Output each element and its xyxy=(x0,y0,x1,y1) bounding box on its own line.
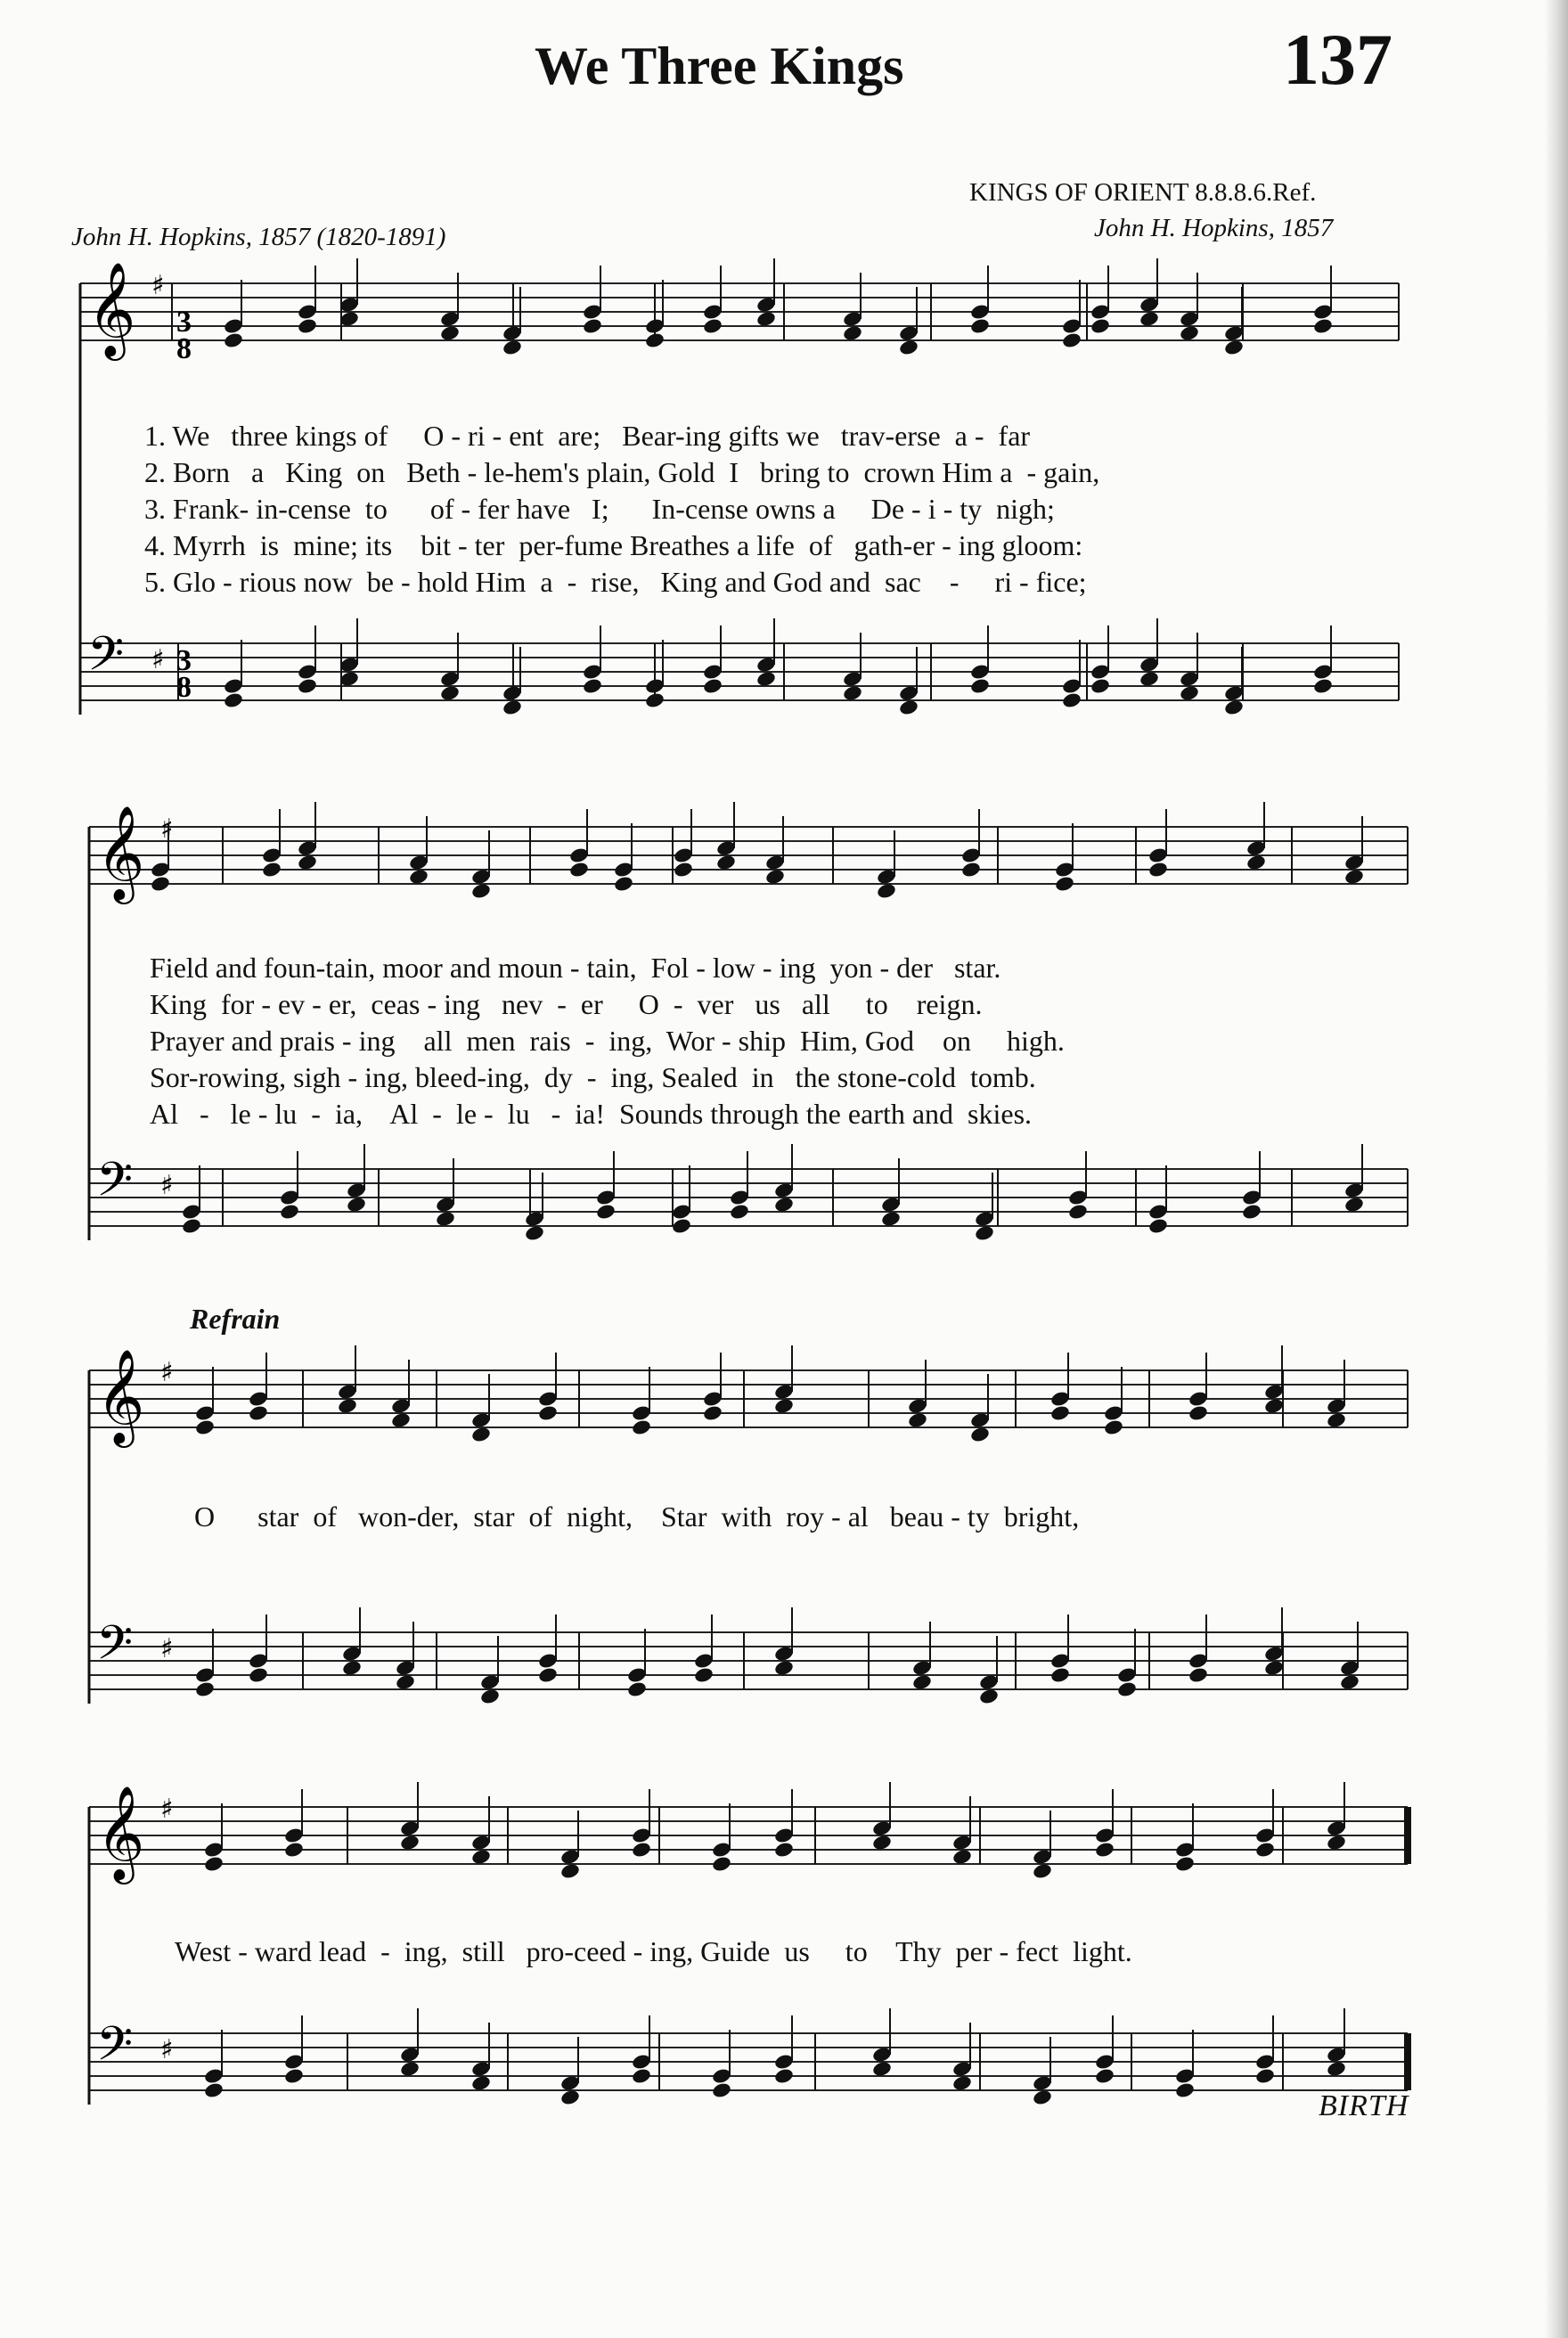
note-head xyxy=(1312,677,1334,695)
note-head xyxy=(223,331,244,349)
note-head xyxy=(644,691,666,709)
note-head xyxy=(671,1217,692,1235)
note-head xyxy=(842,684,863,702)
music-system-4 xyxy=(0,1785,1568,2183)
note-head xyxy=(1061,691,1082,709)
note-head xyxy=(1223,339,1245,356)
note-head xyxy=(773,1659,795,1677)
note-head xyxy=(283,2067,305,2085)
verse-line-1: 1. We three kings of O - ri - ent are; Bear-ing gifts we trav-erse a - far xyxy=(144,420,1031,452)
tune-author: John H. Hopkins, 1857 xyxy=(1094,214,1334,242)
treble-clef-icon: 𝄞 xyxy=(96,1348,145,1443)
note-head xyxy=(1049,1666,1071,1684)
section-tag: BIRTH xyxy=(1319,2089,1409,2122)
note-head xyxy=(1326,1834,1347,1852)
note-head xyxy=(502,339,523,356)
refrain-label: Refrain xyxy=(190,1303,281,1335)
note-head xyxy=(346,1196,367,1214)
note-head xyxy=(1174,2081,1196,2099)
note-head xyxy=(279,1203,300,1221)
note-head xyxy=(297,854,318,871)
note-head xyxy=(1254,2067,1276,2085)
note-head xyxy=(876,882,897,900)
note-head xyxy=(1326,2060,1347,2078)
bass-time-signature: 3 xyxy=(176,644,192,677)
note-head xyxy=(1147,1217,1169,1235)
note-head xyxy=(644,331,666,349)
note-head xyxy=(631,1841,652,1859)
note-head xyxy=(1326,1411,1347,1429)
note-head xyxy=(755,310,777,328)
note-head xyxy=(1245,854,1267,871)
note-head xyxy=(626,1680,648,1698)
note-head xyxy=(470,1426,492,1443)
note-head xyxy=(435,1210,456,1228)
note-head xyxy=(764,868,786,886)
note-head xyxy=(150,875,171,893)
note-head xyxy=(470,2074,492,2092)
note-head xyxy=(898,339,919,356)
music-system-3 xyxy=(0,1348,1568,1764)
note-head xyxy=(1174,1855,1196,1873)
note-head xyxy=(203,2081,225,2099)
note-head xyxy=(1339,1673,1360,1691)
note-head xyxy=(693,1666,715,1684)
note-head xyxy=(1061,331,1082,349)
time-signature-top: 3 xyxy=(176,306,192,339)
note-head xyxy=(1049,1404,1071,1422)
note-head xyxy=(960,861,982,879)
note-head xyxy=(773,1196,795,1214)
note-head xyxy=(283,1841,305,1859)
note-head xyxy=(337,1397,358,1415)
note-head xyxy=(1054,875,1075,893)
treble-staff-2 xyxy=(89,802,1408,904)
note-head xyxy=(1139,310,1160,328)
note-head xyxy=(399,2060,421,2078)
refrain-line-1: O star of won-der, star of night, Star with roy - al beau - ty bright, xyxy=(194,1500,1080,1533)
note-head xyxy=(969,317,991,335)
verse-line-4: 4. Myrrh is mine; its bit - ter per-fume Breathes a life of gath-er - ing gloom: xyxy=(144,529,1083,561)
note-head xyxy=(631,2067,652,2085)
note-head xyxy=(978,1688,1000,1705)
verse-cont-line-5: Al - le - lu - ia, Al - le - lu - ia! Sounds through the earth and skies. xyxy=(150,1098,1033,1130)
note-head xyxy=(1032,2089,1053,2106)
note-head xyxy=(470,882,492,900)
bass-clef-icon: 𝄢 xyxy=(87,627,125,693)
note-head xyxy=(439,324,461,342)
note-head xyxy=(1343,1196,1365,1214)
treble-clef-icon: 𝄞 xyxy=(96,1785,145,1880)
note-head xyxy=(261,861,282,879)
note-head xyxy=(502,699,523,716)
note-head xyxy=(702,1404,723,1422)
key-signature-sharp-icon: ♯ xyxy=(160,1633,174,1664)
treble-clef-icon: 𝄞 xyxy=(87,261,136,356)
note-head xyxy=(297,317,318,335)
note-head xyxy=(390,1411,412,1429)
note-head xyxy=(711,2081,732,2099)
note-head xyxy=(297,677,318,695)
note-head xyxy=(203,1855,225,1873)
note-head xyxy=(755,670,777,688)
note-head xyxy=(1312,317,1334,335)
note-head xyxy=(439,684,461,702)
note-head xyxy=(1241,1203,1262,1221)
key-signature-sharp-icon: ♯ xyxy=(160,813,174,845)
treble-clef-icon: 𝄞 xyxy=(96,805,145,900)
note-head xyxy=(1254,1841,1276,1859)
refrain-line-2: West - ward lead - ing, still pro-ceed - ing, Guide us to Thy per - fect light. xyxy=(175,1935,1132,1967)
note-head xyxy=(711,1855,732,1873)
key-signature-sharp-icon: ♯ xyxy=(160,1357,174,1388)
bass-staff-3 xyxy=(89,1607,1408,1705)
note-head xyxy=(568,861,590,879)
bass-clef-icon: 𝄢 xyxy=(96,1616,134,1682)
note-head xyxy=(951,1848,973,1866)
note-head xyxy=(907,1411,928,1429)
note-head xyxy=(248,1666,269,1684)
note-head xyxy=(969,1426,991,1443)
note-head xyxy=(729,1203,750,1221)
note-head xyxy=(1263,1659,1285,1677)
note-head xyxy=(1188,1666,1209,1684)
note-head xyxy=(194,1680,216,1698)
note-head xyxy=(631,1418,652,1436)
note-head xyxy=(1116,1680,1138,1698)
note-head xyxy=(181,1217,202,1235)
note-head xyxy=(395,1673,416,1691)
note-head xyxy=(595,1203,617,1221)
verse-line-2: 2. Born a King on Beth - le-hem's plain, Gold I bring to crown Him a - gain, xyxy=(144,456,1100,488)
verse-cont-line-3: Prayer and prais - ing all men rais - ing, Wor - ship Him, God on high. xyxy=(150,1025,1065,1057)
key-signature-sharp-icon: ♯ xyxy=(160,2034,174,2065)
note-head xyxy=(898,699,919,716)
note-head xyxy=(1032,1862,1053,1880)
bass-staff-1 xyxy=(80,618,1399,716)
note-head xyxy=(194,1418,216,1436)
note-head xyxy=(399,1834,421,1852)
key-signature-sharp-icon: ♯ xyxy=(160,1794,174,1825)
note-head xyxy=(582,677,603,695)
tune-name: KINGS OF ORIENT 8.8.8.6.Ref. xyxy=(969,178,1317,207)
words-author: John H. Hopkins, 1857 (1820-1891) xyxy=(71,223,446,251)
key-signature-sharp-icon: ♯ xyxy=(151,270,165,301)
note-head xyxy=(524,1224,545,1242)
note-head xyxy=(470,1848,492,1866)
note-head xyxy=(1263,1397,1285,1415)
hymn-title: We Three Kings xyxy=(535,37,904,95)
note-head xyxy=(951,2074,973,2092)
treble-staff-1 xyxy=(80,258,1399,361)
verse-line-5: 5. Glo - rious now be - hold Him a - rise, King and God and sac - ri - fice; xyxy=(144,566,1087,598)
note-head xyxy=(613,875,634,893)
note-head xyxy=(1188,1404,1209,1422)
note-head xyxy=(1094,1841,1115,1859)
note-head xyxy=(974,1224,995,1242)
note-head xyxy=(702,317,723,335)
note-head xyxy=(1103,1418,1124,1436)
note-head xyxy=(673,861,694,879)
note-head xyxy=(702,677,723,695)
note-head xyxy=(1179,324,1200,342)
note-head xyxy=(537,1666,559,1684)
note-head xyxy=(871,2060,893,2078)
bass-staff-4 xyxy=(89,2008,1408,2106)
verse-line-3: 3. Frank- in-cense to of - fer have I; In-cense owns a De - i - ty nigh; xyxy=(144,493,1055,525)
note-head xyxy=(773,1397,795,1415)
bass-clef-icon: 𝄢 xyxy=(96,1153,134,1219)
treble-staff-4 xyxy=(89,1782,1408,1884)
note-head xyxy=(1067,1203,1089,1221)
key-signature-sharp-icon: ♯ xyxy=(151,644,165,675)
note-head xyxy=(479,1688,501,1705)
bass-clef-icon: 𝄢 xyxy=(96,2017,134,2083)
note-head xyxy=(969,677,991,695)
note-head xyxy=(880,1210,902,1228)
note-head xyxy=(341,1659,363,1677)
key-signature-sharp-icon: ♯ xyxy=(160,1170,174,1201)
note-head xyxy=(582,317,603,335)
note-head xyxy=(408,868,429,886)
time-signature-bottom: 8 xyxy=(176,332,192,365)
note-head xyxy=(842,324,863,342)
bass-time-signature: 8 xyxy=(176,671,192,704)
note-head xyxy=(871,1834,893,1852)
verse-cont-line-1: Field and foun-tain, moor and moun - tain, Fol - low - ing yon - der star. xyxy=(150,952,1001,984)
note-head xyxy=(223,691,244,709)
note-head xyxy=(559,1862,581,1880)
note-head xyxy=(537,1404,559,1422)
note-head xyxy=(1147,861,1169,879)
verse-cont-line-2: King for - ev - er, ceas - ing nev - er O - ver us all to reign. xyxy=(150,988,983,1020)
note-head xyxy=(1179,684,1200,702)
note-head xyxy=(773,1841,795,1859)
note-head xyxy=(1090,317,1111,335)
note-head xyxy=(248,1404,269,1422)
note-head xyxy=(715,854,737,871)
note-head xyxy=(1090,677,1111,695)
note-head xyxy=(911,1673,933,1691)
note-head xyxy=(1139,670,1160,688)
note-head xyxy=(559,2089,581,2106)
note-head xyxy=(773,2067,795,2085)
verse-cont-line-4: Sor-rowing, sigh - ing, bleed-ing, dy - ing, Sealed in the stone-cold tomb. xyxy=(150,1061,1036,1093)
note-head xyxy=(1223,699,1245,716)
note-head xyxy=(1343,868,1365,886)
hymn-number: 137 xyxy=(1283,19,1392,100)
treble-staff-3 xyxy=(89,1345,1408,1448)
bass-staff-2 xyxy=(89,1144,1408,1242)
note-head xyxy=(1094,2067,1115,2085)
